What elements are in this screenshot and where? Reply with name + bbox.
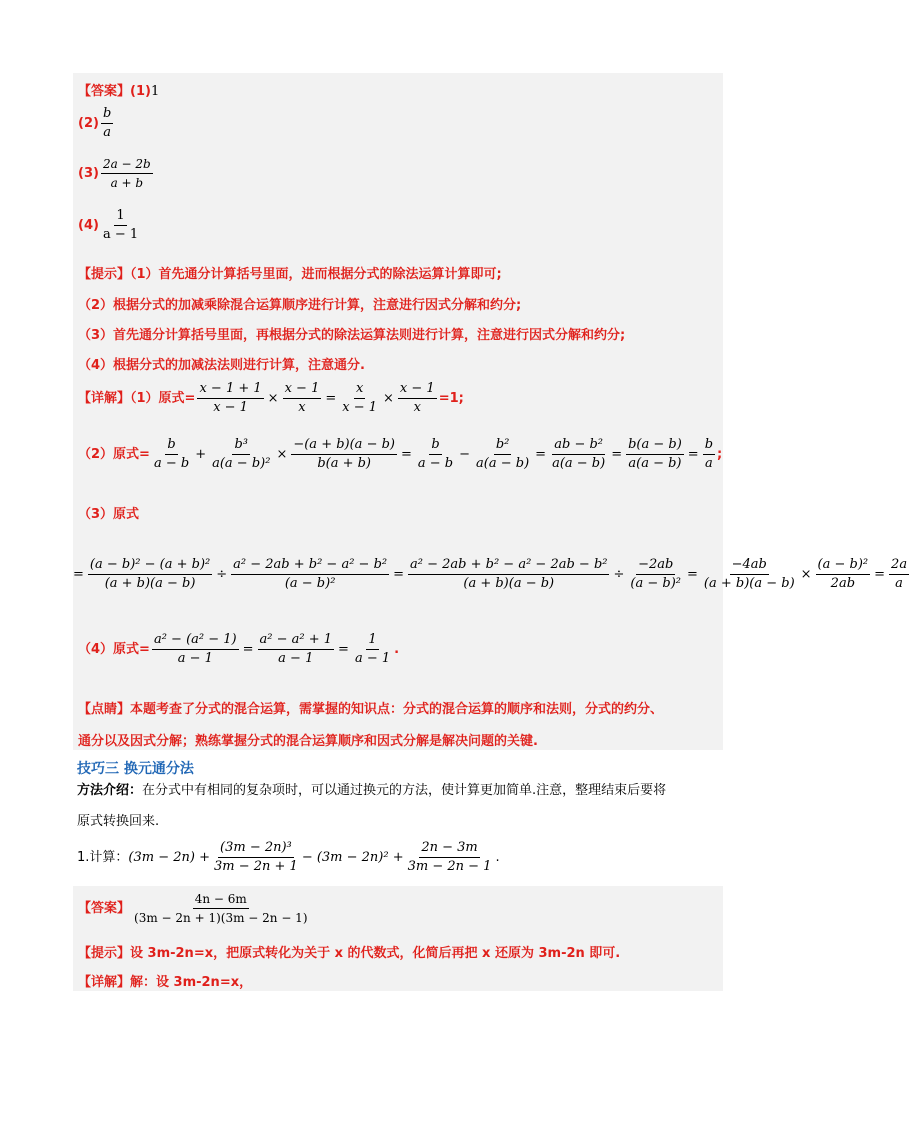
d1-result: =1; (438, 391, 464, 406)
comment-text-2: 通分以及因式分解；熟练掌握分式的混合运算顺序和因式分解是解决问题的关键. (78, 734, 538, 749)
detail-line-3-label (78, 503, 139, 522)
answer-3-den: a + b (110, 176, 144, 190)
problem-frac-2-den: 3m − 2n − 1 (407, 859, 492, 874)
detail2-line (78, 971, 252, 990)
d2-frac-6-den: a(a − b) (552, 456, 606, 471)
d1-frac-3 (340, 381, 379, 416)
hint-label: 【提示】 (78, 267, 131, 282)
method-text-2: 原式转换回来. (77, 814, 160, 829)
problem-frac-1-den: 3m − 2n + 1 (213, 859, 298, 874)
d1-frac-2-den: x (298, 400, 306, 415)
d2-frac-5-den: a(a − b) (476, 456, 530, 471)
d2-frac-1-num: b (165, 437, 177, 455)
d3-frac-4-den: (a − b)² (630, 576, 681, 591)
d1-frac-3-den: x − 1 (342, 400, 378, 415)
answer2-label: 【答案】 (78, 901, 131, 916)
d2-frac-2-num: b³ (232, 437, 250, 455)
d1-frac-4-num: x − 1 (398, 381, 437, 399)
problem-frac-1 (212, 840, 300, 875)
d4-frac-3 (353, 632, 392, 667)
problem-term-1: (3m − 2n) + (128, 850, 210, 865)
d1-frac-1 (197, 381, 263, 416)
d4-end: . (394, 642, 400, 657)
answer-label: 【答案】 (78, 84, 131, 99)
d2-frac-2 (210, 437, 272, 472)
d3-frac-4-num: −2ab (636, 557, 675, 575)
answer-3-num: 2a − 2b (101, 156, 153, 174)
detail-3-prefix: （3）原式 (78, 507, 140, 522)
d4-frac-1-num: a² − (a² − 1) (152, 632, 239, 650)
answer2-line (78, 891, 312, 926)
comment-text-1: 【点睛】本题考查了分式的混合运算，需掌握的知识点：分式的混合运算的顺序和法则，分式的约分、 (78, 702, 664, 717)
d2-frac-6 (550, 437, 607, 472)
answer-line-3 (78, 156, 155, 191)
answer2-fraction (132, 891, 309, 926)
d2-frac-7-den: a(a − b) (628, 456, 682, 471)
d2-frac-6-num: ab − b² (552, 437, 605, 455)
d3-frac-7 (889, 557, 909, 592)
answer-4-den: a − 1 (102, 227, 139, 242)
d3-frac-6 (816, 557, 871, 592)
hint-1-text: （1）首先通分计算括号里面，进而根据分式的除法运算计算即可; (130, 267, 502, 282)
answer-2-den: a (103, 125, 111, 140)
answer-4-fraction (101, 208, 140, 243)
detail-1-prefix: （1）原式= (130, 391, 196, 406)
d3-frac-5-num: −4ab (730, 557, 769, 575)
hint-2-text: （2）根据分式的加减乘除混合运算顺序进行计算，注意进行因式分解和约分; (78, 298, 522, 313)
d4-frac-3-num: 1 (366, 632, 378, 650)
hint2-line (78, 942, 620, 961)
d3-frac-6-den: 2ab (830, 576, 856, 591)
d2-frac-4-den: a − b (417, 456, 454, 471)
answer-1-index: (1) (130, 84, 151, 99)
d2-frac-7 (626, 437, 684, 472)
detail-line-4: （4）原式= $\frac{\text{a² − (a² − 1)}}{a - 1}$ = $\frac{\text{a² − a² + 1}}{a - 1}$ = $\frac{1}{a - 1}$ . (78, 632, 400, 666)
d1-frac-4-den: x (413, 400, 421, 415)
problem-end: . (495, 850, 500, 865)
hint-line-4 (78, 354, 365, 373)
d3-frac-7-num: 2a (889, 557, 909, 575)
detail-line-3-math: = $\frac{\text{(a − b)² − (a + b)²}}{(a + b)(a - b)}$ ÷ $\frac{\text{a² − 2ab + b² − a² − b²}}{\text{(a − b)²}}$ = $\frac{\text{a² − 2ab + b² − a² − 2ab − b²}}{(a + b)(a - b)}$ ÷ $\frac{-2ab}{\text{(a − b)²}}$ = $\frac{-4ab}{(a + b)(a - b)}$ × $\frac{\text{(a − b)²}}{2ab}$ = $\frac{2a}{a}$ (73, 557, 908, 591)
hint-4-text: （4）根据分式的加减法法则进行计算，注意通分. (78, 358, 365, 373)
d3-frac-1-den: (a + b)(a − b) (104, 576, 196, 591)
method-line-1 (77, 779, 666, 798)
d4-frac-1-den: a − 1 (177, 651, 213, 666)
d1-frac-2 (283, 381, 322, 416)
d3-frac-5-den: (a + b)(a − b) (703, 576, 795, 591)
d2-frac-3 (291, 437, 397, 472)
d3-frac-1-num: (a − b)² − (a + b)² (88, 557, 212, 575)
d1-frac-4 (398, 381, 437, 416)
d3-frac-3-den: (a + b)(a − b) (463, 576, 555, 591)
answer2-den: (3m − 2n + 1)(3m − 2n − 1) (134, 911, 308, 925)
d2-frac-5 (474, 437, 531, 472)
answer-2-fraction (101, 106, 113, 141)
answer-line-4 (78, 208, 142, 243)
hint-line-3 (78, 324, 625, 343)
d2-frac-3-num: −(a + b)(a − b) (291, 437, 397, 455)
d2-frac-2-den: a(a − b)² (212, 456, 271, 471)
d2-frac-8-num: b (703, 437, 715, 455)
section-title (77, 758, 194, 778)
d1-frac-1-den: x − 1 (213, 400, 248, 415)
d3-frac-2 (231, 557, 389, 592)
d2-frac-4-num: b (429, 437, 441, 455)
hint-line-2 (78, 294, 521, 313)
d3-frac-6-num: (a − b)² (816, 557, 871, 575)
d2-frac-3-den: b(a + b) (317, 456, 372, 471)
detail-label: 【详解】 (78, 391, 131, 406)
detail-2-prefix: （2）原式= (78, 447, 150, 462)
d4-frac-2 (258, 632, 335, 667)
answer-2-num: b (101, 106, 113, 124)
detail-4-prefix: （4）原式= (78, 642, 150, 657)
d2-frac-7-num: b(a − b) (626, 437, 684, 455)
d1-frac-3-num: x (354, 381, 365, 399)
d1-frac-2-num: x − 1 (283, 381, 322, 399)
d4-frac-3-den: a − 1 (354, 651, 391, 666)
answer-4-num: 1 (114, 208, 126, 226)
answer-line-1 (78, 80, 159, 99)
problem-frac-1-num: (3m − 2n)³ (218, 840, 294, 858)
problem-frac-2-num: 2n − 3m (419, 840, 479, 858)
d3-frac-2-den: (a − b)² (284, 576, 336, 591)
answer-3-fraction (101, 156, 153, 191)
answer-4-index: (4) (78, 218, 99, 233)
problem-line (77, 840, 500, 875)
d3-frac-4 (628, 557, 683, 592)
answer-line-2 (78, 106, 115, 141)
d3-frac-3-num: a² − 2ab + b² − a² − 2ab − b² (408, 557, 609, 575)
detail2-text: 【详解】解：设 3m-2n=x， (78, 975, 253, 990)
detail-line-1: 【详解】（1）原式= $\frac{x - 1 + 1}{x - 1}$ × $\frac{x - 1}{x}$ = $\frac{x}{x - 1}$ × $\frac{x - 1}{x}$ =1; (78, 381, 464, 415)
comment-line-1 (78, 698, 663, 717)
problem-prefix: 1.计算： (77, 850, 129, 865)
answer-3-index: (3) (78, 166, 99, 181)
answer-2-index: (2) (78, 116, 99, 131)
d2-frac-1 (152, 437, 191, 472)
detail-line-2: （2）原式= $\frac{b}{a - b}$ + $\frac{\text{b³}}{\text{a(a − b)²}}$ × $\frac{-(a + b)(a - b)}{b(a + b)}$ = $\frac{b}{a - b}$ − $\frac{\text{b²}}{a(a - b)}$ = $\frac{\text{ab − b²}}{a(a - b)}$ = $\frac{b(a - b)}{a(a - b)}$ = $\frac{b}{a}$ ; (78, 437, 723, 471)
d3-frac-7-den: a (895, 576, 903, 591)
answer2-num: 4n − 6m (193, 891, 249, 909)
problem-frac-2 (406, 840, 494, 875)
d4-frac-2-num: a² − a² + 1 (258, 632, 335, 650)
problem-term-2: − (3m − 2n)² + (301, 850, 404, 865)
d2-frac-4 (416, 437, 455, 472)
d4-frac-2-den: a − 1 (278, 651, 314, 666)
d2-frac-8 (703, 437, 715, 472)
method-label: 方法介绍： (77, 783, 143, 798)
d1-frac-1-num: x − 1 + 1 (197, 381, 263, 399)
method-text-1: 在分式中有相同的复杂项时，可以通过换元的方法，使计算更加简单.注意，整理结束后要将 (142, 783, 667, 798)
d3-frac-2-num: a² − 2ab + b² − a² − b² (231, 557, 389, 575)
comment-line-2 (78, 730, 538, 749)
hint-line-1 (78, 263, 502, 282)
d3-frac-5 (702, 557, 797, 592)
hint2-text: 【提示】设 3m-2n=x，把原式转化为关于 x 的代数式，化简后再把 x 还原为 3m-2n 即可. (78, 946, 621, 961)
section-title-text: 技巧三 换元通分法 (77, 761, 194, 777)
method-line-2 (77, 810, 159, 829)
d2-frac-5-num: b² (494, 437, 512, 455)
d3-frac-1 (88, 557, 212, 592)
d2-frac-8-den: a (704, 456, 713, 471)
d2-frac-1-den: a − b (153, 456, 190, 471)
d2-end: ; (717, 447, 723, 462)
answer-1-value: 1 (150, 84, 160, 99)
hint-3-text: （3）首先通分计算括号里面，再根据分式的除法运算法则进行计算，注意进行因式分解和约分; (78, 328, 626, 343)
d4-frac-1 (152, 632, 239, 667)
d3-frac-3 (408, 557, 609, 592)
